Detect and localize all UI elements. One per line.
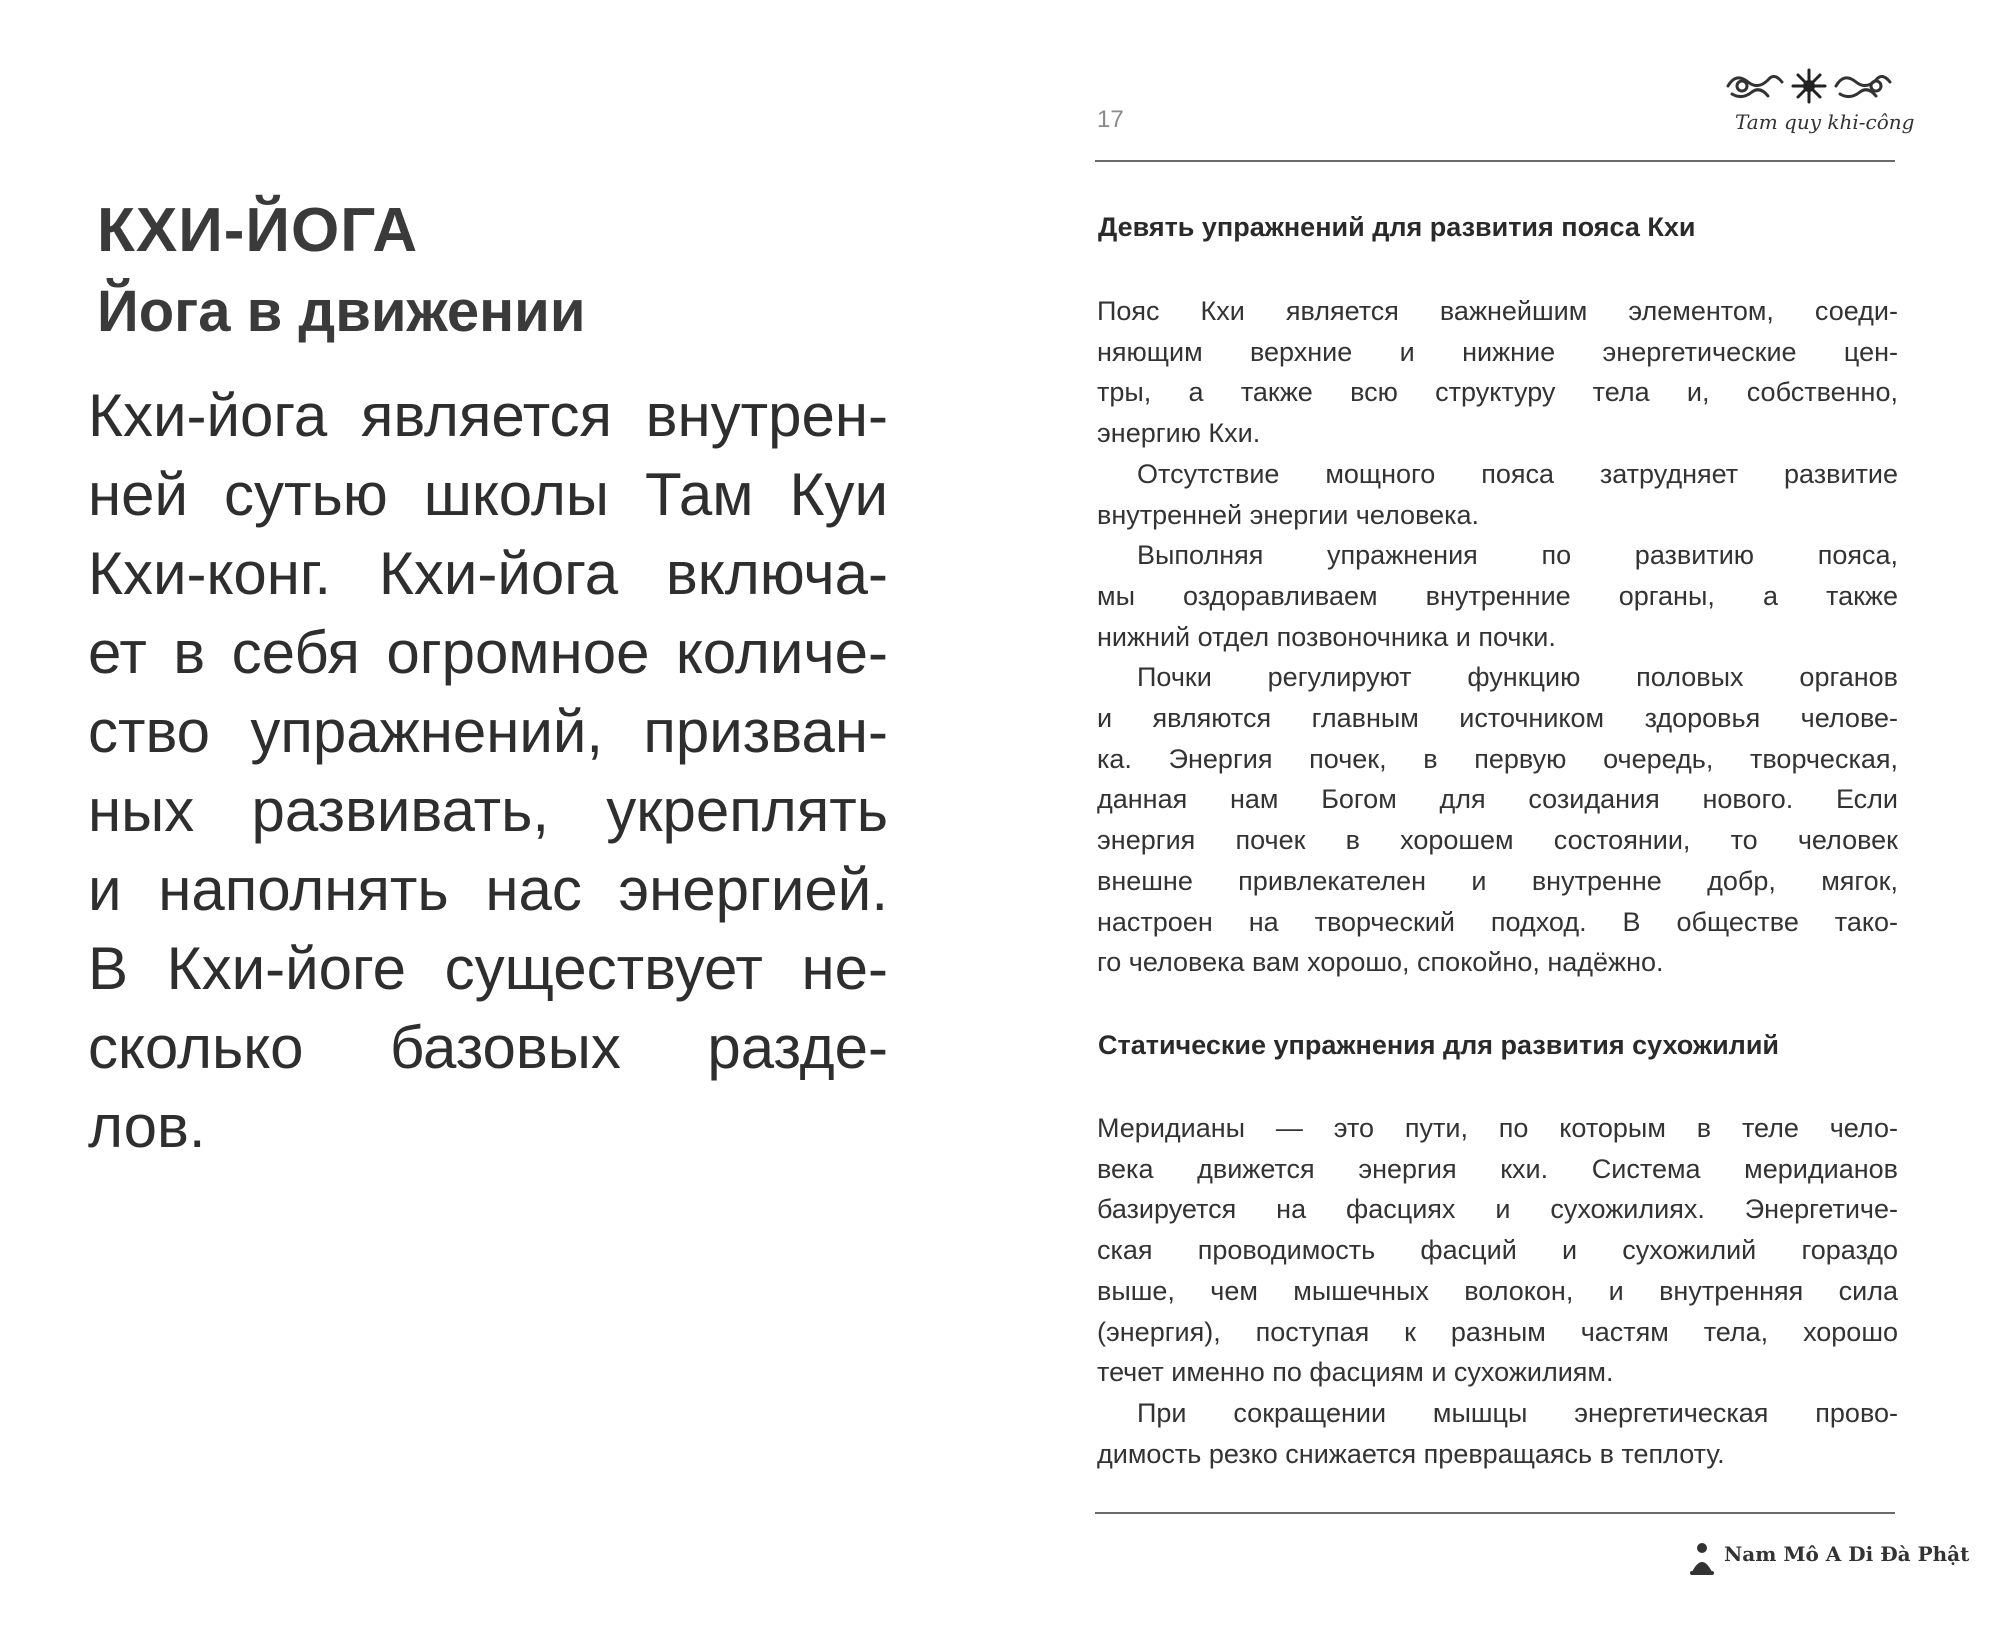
text-line: ка. Энергия почек, в первую очередь, творческая, (1097, 743, 1898, 774)
text-line: го человека вам хорошо, спокойно, надёжно. (1097, 947, 1664, 978)
intro-line: ней сутью школы Там Куи (88, 461, 888, 528)
text-line: Отсутствие мощного пояса затрудняет развитие (1137, 458, 1898, 489)
text-line: внутренней энергии человека. (1097, 499, 1480, 530)
text-line: Меридианы — это пути, по которым в теле чело- (1097, 1113, 1898, 1143)
text-line: течет именно по фасциям и сухожилиям. (1097, 1357, 1614, 1388)
text-line: Выполняя упражнения по развитию пояса, (1137, 540, 1898, 571)
page-number: 17 (1097, 106, 1124, 133)
header-divider (1095, 160, 1895, 162)
intro-line: ет в себя огромное количе- (88, 619, 888, 686)
footer-text: Nam Mô A Di Đà Phật (1724, 1542, 1970, 1566)
text-line: внешне привлекателен и внутренне добр, мягок, (1097, 865, 1898, 896)
intro-line: ных развивать, укреплять (88, 777, 888, 844)
intro-line: и наполнять нас энергией. (88, 856, 888, 923)
text-line: няющим верхние и нижние энергетические цен- (1097, 336, 1898, 367)
text-line: Пояс Кхи является важнейшим элементом, соеди- (1097, 296, 1898, 326)
section-text-tendons (1097, 1108, 1898, 1474)
text-line: (энергия), поступая к разным частям тела, хорошо (1097, 1316, 1898, 1347)
intro-paragraph (88, 376, 888, 1166)
text-line: и являются главным источником здоровья челове- (1097, 703, 1898, 734)
text-line: энергия почек в хорошем состоянии, то человек (1097, 825, 1898, 856)
text-line: выше, чем мышечных волокон, и внутренняя сила (1097, 1275, 1898, 1306)
text-line: мы оздоравливаем внутренние органы, а также (1097, 580, 1898, 611)
header-logo-text: Tam quy khi-công (1735, 110, 1915, 134)
chapter-subtitle: Йога в движении (97, 279, 586, 344)
intro-line: В Кхи-йоге существует не- (88, 935, 888, 1002)
footer-divider (1095, 1512, 1895, 1514)
text-line: энергию Кхи. (1097, 418, 1261, 449)
section-title-tendons: Статические упражнения для развития сухожилий (1098, 1030, 1780, 1060)
right-page (1000, 0, 2000, 1637)
text-line: базируется на фасциях и сухожилиях. Энергетиче- (1097, 1194, 1898, 1225)
section-title-waist: Девять упражнений для развития пояса Кхи (1098, 212, 1696, 242)
intro-line: лов. (88, 1093, 206, 1160)
text-line: века движется энергия кхи. Система меридианов (1097, 1153, 1898, 1184)
text-line: тры, а также всю структуру тела и, собственно, (1097, 377, 1898, 408)
chapter-heading (97, 190, 897, 352)
intro-line: Кхи-конг. Кхи-йога включа- (88, 540, 888, 607)
intro-line: сколько базовых разде- (88, 1014, 888, 1081)
text-line: Почки регулируют функцию половых органов (1137, 662, 1898, 693)
intro-line: ство упражнений, призван- (88, 698, 888, 765)
text-line: При сокращении мышцы энергетическая прово- (1137, 1397, 1898, 1428)
text-line: димость резко снижается превращаясь в теплоту. (1097, 1438, 1725, 1469)
text-line: данная нам Богом для созидания нового. Если (1097, 784, 1898, 815)
chapter-title: КХИ-ЙОГА (97, 196, 419, 265)
text-line: нижний отдел позвоночника и почки. (1097, 621, 1556, 652)
text-line: настроен на творческий подход. В обществе тако- (1097, 906, 1898, 937)
text-line: ская проводимость фасций и сухожилий гораздо (1097, 1235, 1898, 1266)
intro-line: Кхи-йога является внутрен- (88, 382, 888, 449)
section-text-waist (1097, 291, 1898, 983)
dragon-emblem-icon (1720, 64, 1898, 150)
